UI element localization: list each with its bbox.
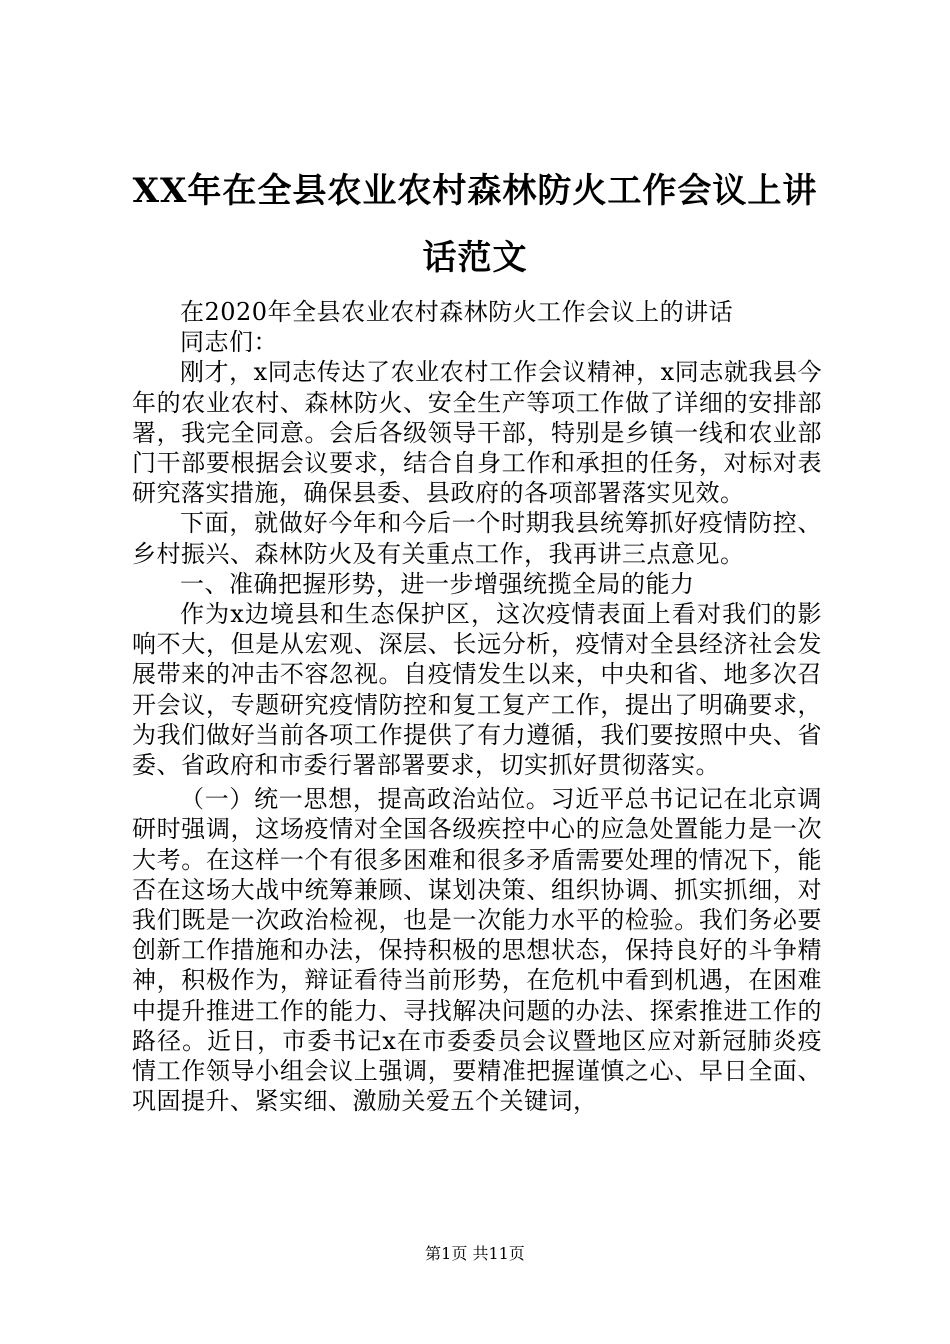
document-title: XX年在全县农业农村森林防火工作会议上讲话范文 (132, 171, 818, 278)
document-body (132, 297, 822, 1116)
page-footer: 第1页 共11页 (425, 1244, 525, 1263)
salutation: 同志们： (180, 328, 278, 357)
section-heading: 一、准确把握形势，进一步增强统揽全局的能力 (180, 569, 695, 598)
body-paragraph: 刚才，x同志传达了农业农村工作会议精神，x同志就我县今年的农业农村、森林防火、安全生产等项工作做了详细的安排部署，我完全同意。会后各级领导干部，特别是乡镇一线和农业部门干部要根据会议要求，结合自身工作和承担的任务，对标对表研究落实措施，确保县委、县政府的各项部署落实见效。 (132, 358, 822, 508)
body-paragraph: （一）统一思想，提高政治站位。习近平总书记记在北京调研时强调，这场疫情对全国各级疾控中心的应急处置能力是一次大考。在这样一个有很多困难和很多矛盾需要处理的情况下，能否在这场大战中统筹兼顾、谋划决策、组织协调、抓实抓细，对我们既是一次政治检视，也是一次能力水平的检验。我们务必要创新工作措施和办法，保持积极的思想状态，保持良好的斗争精神，积极作为，辩证看待当前形势，在危机中看到机遇，在困难中提升推进工作的能力、寻找解决问题的办法、探索推进工作的路径。近日，市委书记x在市委委员会议暨地区应对新冠肺炎疫情工作领导小组会议上强调，要精准把握谨慎之心、早日全面、巩固提升、紧实细、激励关爱五个关键词， (132, 785, 822, 1116)
body-paragraph: 作为x边境县和生态保护区，这次疫情表面上看对我们的影响不大，但是从宏观、深层、长远分析，疫情对全县经济社会发展带来的冲击不容忽视。自疫情发生以来，中央和省、地多次召开会议，专题研究疫情防控和复工复产工作，提出了明确要求，为我们做好当前各项工作提供了有力遵循，我们要按照中央、省委、省政府和市委行署部署要求，切实抓好贯彻落实。 (132, 600, 822, 780)
speech-heading: 在2020年全县农业农村森林防火工作会议上的讲话 (180, 298, 734, 326)
body-paragraph: 下面，就做好今年和今后一个时期我县统筹抓好疫情防控、乡村振兴、森林防火及有关重点工作，我再讲三点意见。 (132, 509, 822, 568)
